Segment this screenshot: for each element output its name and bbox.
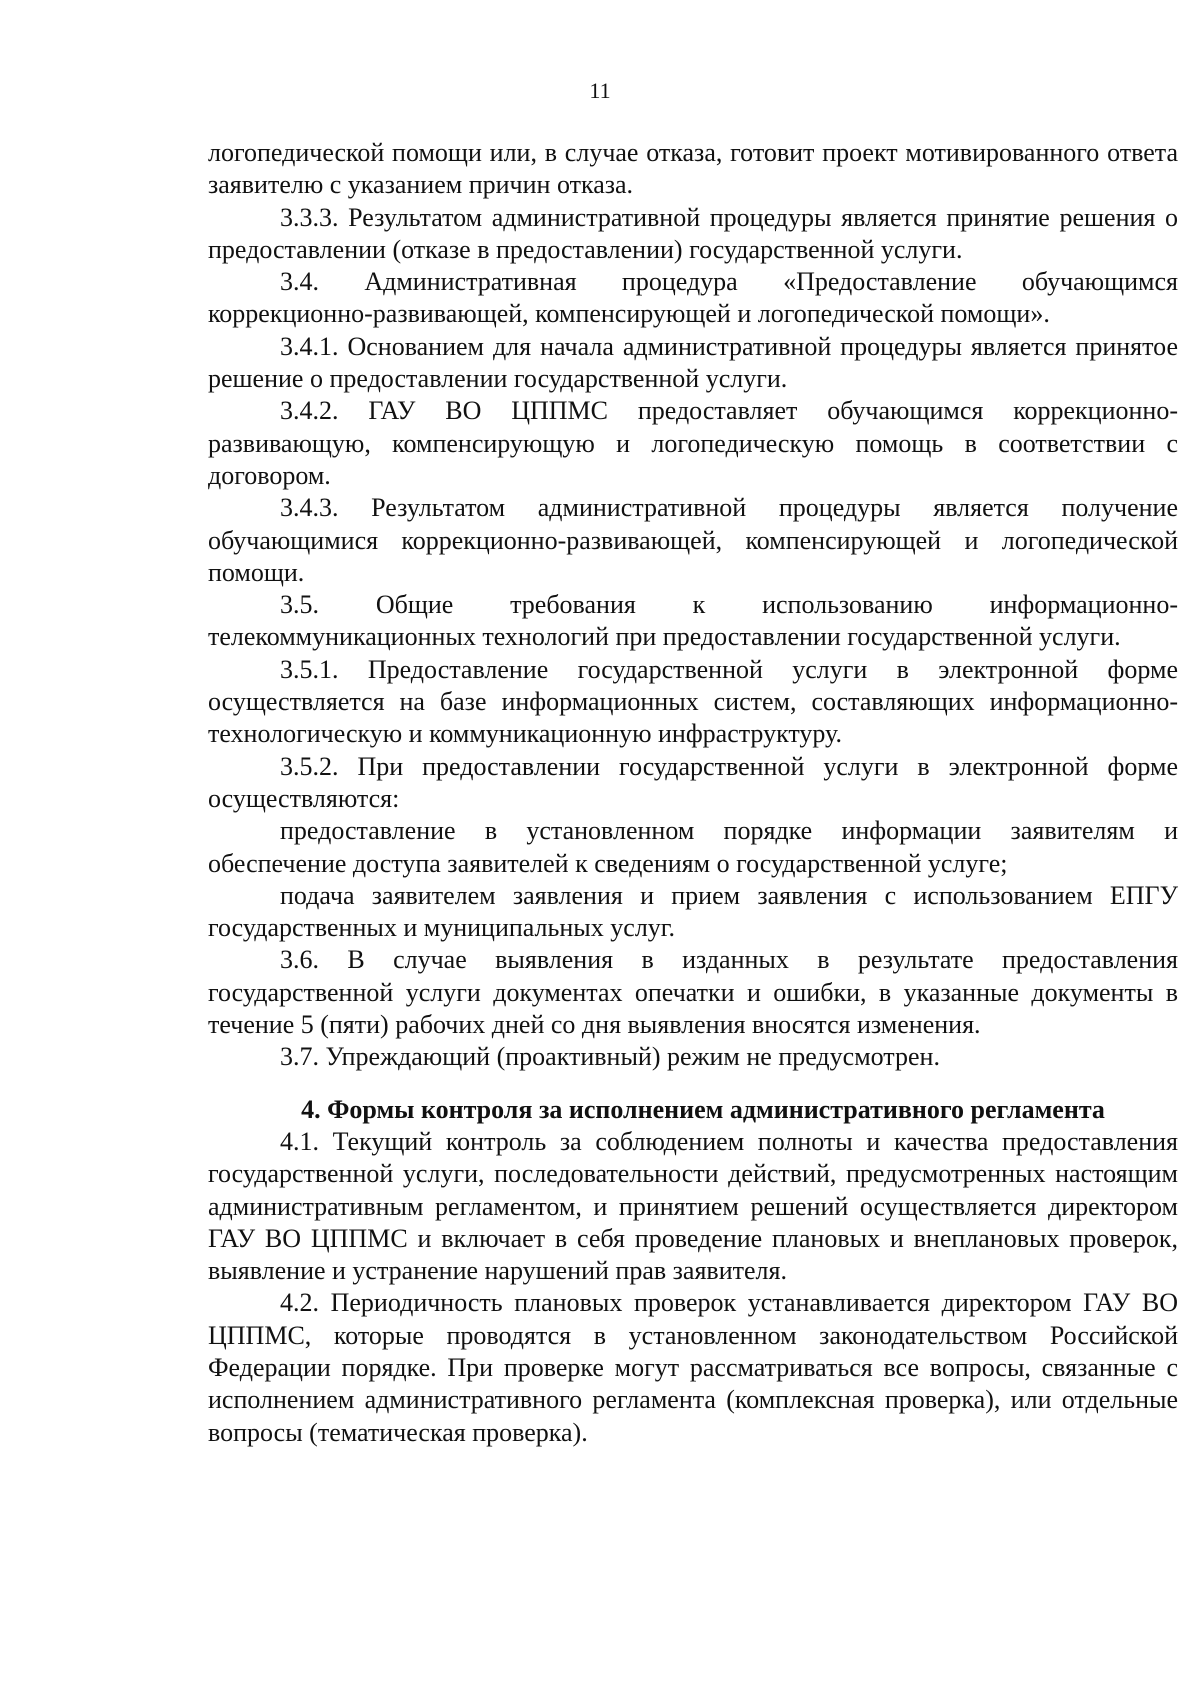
paragraph-continuation: логопедической помощи или, в случае отказа, готовит проект мотивированного ответа заявителю с указанием причин отказа. xyxy=(208,138,1178,200)
paragraph-3-4-2: 3.4.2. ГАУ ВО ЦППМС предоставляет обучающимся коррекционно-развивающую, компенсирующую и логопедическую помощь в соответствии с договором. xyxy=(208,396,1178,490)
paragraph-3-5-2-item-1: предоставление в установленном порядке информации заявителям и обеспечение доступа заявителей к сведениям о государственной услуге; xyxy=(208,816,1178,878)
paragraph-4-2: 4.2. Периодичность плановых проверок устанавливается директором ГАУ ВО ЦППМС, которые проводятся в установленном законодательством Российской Федерации порядке. При проверке могут рассматриваться все вопросы, связанные с исполнением административного регламента (комплексная проверка), или отдельные вопросы (тематическая проверка). xyxy=(208,1288,1178,1447)
paragraph-4-1: 4.1. Текущий контроль за соблюдением полноты и качества предоставления государственной услуги, последовательности действий, предусмотренных настоящим административным регламентом, и принятием решений осуществляется директором ГАУ ВО ЦППМС и включает в себя проведение плановых и внеплановых проверок, выявление и устранение нарушений прав заявителя. xyxy=(208,1126,1178,1286)
paragraph-3-5: 3.5. Общие требования к использованию информационно-телекоммуникационных технологий при предоставлении государственной услуги. xyxy=(208,590,1178,652)
paragraph-3-7: 3.7. Упреждающий (проактивный) режим не предусмотрен. xyxy=(280,1042,940,1072)
paragraph-3-5-2: 3.5.2. При предоставлении государственной услуги в электронной форме осуществляются: xyxy=(208,751,1178,813)
paragraph-3-3-3: 3.3.3. Результатом административной процедуры является принятие решения о предоставлении (отказе в предоставлении) государственной услуги. xyxy=(208,202,1178,264)
paragraph-3-4-1: 3.4.1. Основанием для начала административной процедуры является принятое решение о предоставлении государственной услуги. xyxy=(208,331,1178,394)
paragraph-3-6: 3.6. В случае выявления в изданных в результате предоставления государственной услуги документах опечатки и ошибки, в указанные документы в течение 5 (пяти) рабочих дней со дня выявления вносятся изменения. xyxy=(208,945,1178,1040)
paragraph-3-5-2-item-2: подача заявителем заявления и прием заявления с использованием ЕПГУ государственных и муниципальных услуг. xyxy=(208,880,1178,943)
document-body xyxy=(208,137,1178,1449)
section-heading: 4. Формы контроля за исполнением административного регламента xyxy=(301,1094,1105,1124)
paragraph-3-4: 3.4. Административная процедура «Предоставление обучающимся коррекционно-развивающей, компенсирующей и логопедической помощи». xyxy=(208,267,1178,329)
paragraph-3-4-3: 3.4.3. Результатом административной процедуры является получение обучающимися коррекционно-развивающей, компенсирующей и логопедической помощи. xyxy=(208,493,1178,587)
page-number: 11 xyxy=(589,78,611,103)
paragraph-3-5-1: 3.5.1. Предоставление государственной услуги в электронной форме осуществляется на базе информационных систем, составляющих информационно-технологическую и коммуникационную инфраструктуру. xyxy=(208,654,1178,749)
